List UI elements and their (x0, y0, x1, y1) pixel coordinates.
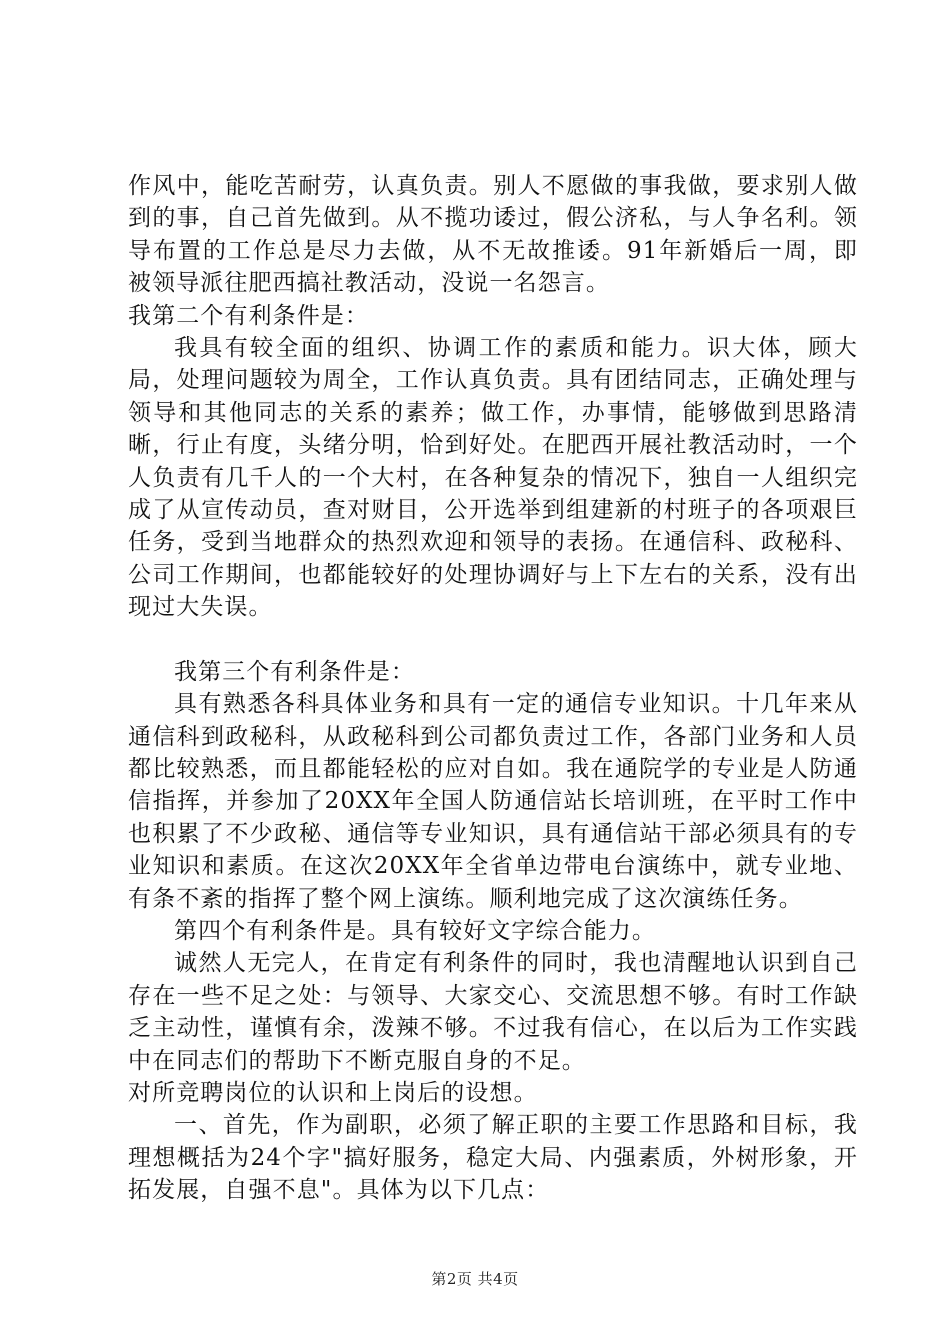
paragraph-third-condition-heading: 我第三个有利条件是： (174, 658, 415, 685)
paragraph-shortcomings: 诚然人无完人，在肯定有利条件的同时，我也清醒地认识到自己存在一些不足之处：与领导、大家交心、交流思想不够。有时工作缺乏主动性，谨慎有余，泼辣不够。不过我有信心，在以后为工作实践中在同志们的帮助下不断克服自身的不足。 (128, 950, 858, 1074)
paragraph-second-condition: 我具有较全面的组织、协调工作的素质和能力。识大体，顾大局，处理问题较为周全，工作认真负责。具有团结同志，正确处理与领导和其他同志的关系的素养；做工作，办事情，能够做到思路清晰，行止有度，头绪分明，恰到好处。在肥西开展社教活动时，一个人负责有几千人的一个大村，在各种复杂的情况下，独自一人组织完成了从宣传动员，查对财目，公开选举到组建新的村班子的各项艰巨任务，受到当地群众的热烈欢迎和领导的表扬。在通信科、政秘科、公司工作期间，也都能较好的处理协调好与上下左右的关系，没有出现过大失误。 (128, 335, 858, 621)
paragraph-second-condition-heading: 我第二个有利条件是： (128, 302, 369, 329)
paragraph-position-heading: 对所竞聘岗位的认识和上岗后的设想。 (128, 1079, 538, 1106)
paragraph-first-point: 一、首先，作为副职，必须了解正职的主要工作思路和目标，我理想概括为24个字"搞好服务，稳定大局、内强素质，外树形象，开拓发展，自强不息"。具体为以下几点： (128, 1112, 858, 1204)
document-body (128, 170, 858, 1207)
paragraph-continuation: 作风中，能吃苦耐劳，认真负责。别人不愿做的事我做，要求别人做到的事，自己首先做到。从不揽功诿过，假公济私，与人争名利。领导布置的工作总是尽力去做，从不无故推诿。91年新婚后一周，即被领导派往肥西搞社教活动，没说一名怨言。 (128, 173, 858, 297)
paragraph-fourth-condition: 第四个有利条件是。具有较好文字综合能力。 (174, 917, 656, 944)
paragraph-third-condition: 具有熟悉各科具体业务和具有一定的通信专业知识。十几年来从通信科到政秘科，从政秘科到公司都负责过工作，各部门业务和人员都比较熟悉，而且都能轻松的应对自如。我在通院学的专业是人防通信指挥，并参加了20XX年全国人防通信站长培训班，在平时工作中也积累了不少政秘、通信等专业知识，具有通信站干部必须具有的专业知识和素质。在这次20XX年全省单边带电台演练中，就专业地、有条不紊的指挥了整个网上演练。顺利地完成了这次演练任务。 (128, 691, 858, 912)
page-number-footer: 第2页 共4页 (431, 1270, 519, 1288)
